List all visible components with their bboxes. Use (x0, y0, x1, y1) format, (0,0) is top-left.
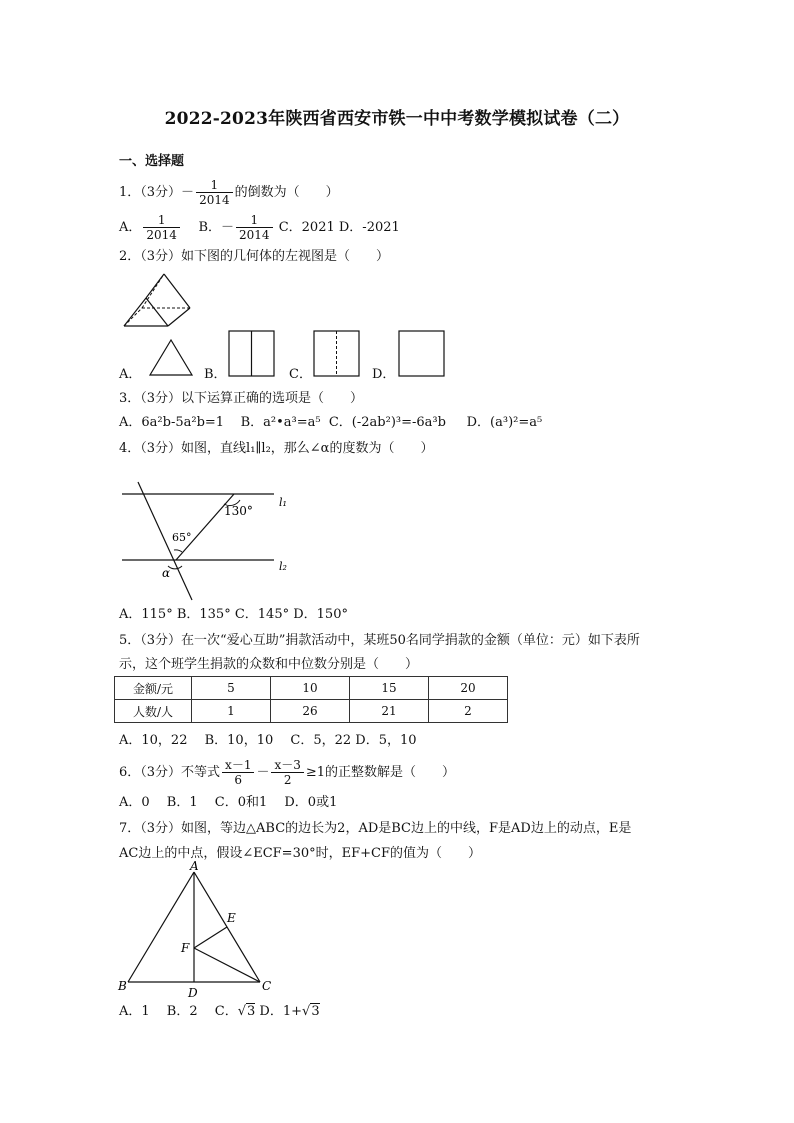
question-7-line1: 7．（3分）如图，等边△ABC的边长为2，AD是BC边上的中线，F是AD边上的动点，E是 (119, 821, 632, 836)
q7-option-d-sqrt: 3 (311, 1004, 320, 1019)
q1-frac-den: 2014 (199, 193, 230, 207)
vertex-b-label: B (118, 979, 127, 993)
table-header-cell: 人数/人 (115, 700, 192, 723)
q6-stem-pre: 6．（3分）不等式 (119, 765, 221, 780)
q2-label-d: D． (372, 367, 396, 382)
table-cell: 1 (192, 700, 271, 723)
question-5-line1: 5．（3分）在一次“爱心互助”捐款活动中，某班50名同学捐款的金额（单位：元）如下表所 (119, 633, 640, 648)
q6-f1-num: x－1 (222, 758, 254, 773)
q1-number: 1．（3分） (119, 185, 182, 200)
table-cell: 15 (350, 677, 429, 700)
angle-alpha-label: α (162, 566, 171, 580)
q3-options (119, 414, 542, 432)
q1-option-b: B．－ (198, 220, 235, 235)
q2-label-b: B． (204, 367, 227, 382)
question-2: 2．（3分）如下图的几何体的左视图是（ ） (119, 249, 390, 264)
question-4: 4．（3分）如图，直线l₁∥l₂，那么∠α的度数为（ ） (119, 441, 434, 456)
q1-options (119, 213, 400, 242)
q6-f2-num: x－3 (271, 758, 303, 773)
table-cell: 10 (271, 677, 350, 700)
vertex-c-label: C (262, 979, 272, 993)
question-6 (119, 758, 455, 787)
q6-fraction-2 (271, 758, 303, 787)
question-3: 3．（3分）以下运算正确的选项是（ ） (119, 391, 364, 406)
q1-option-b-fraction (236, 213, 273, 242)
q1-option-cd: C．2021 D．-2021 (278, 220, 400, 235)
q6-f2-den: 2 (283, 773, 292, 787)
table-cell: 5 (192, 677, 271, 700)
q1-frac-num: 1 (196, 178, 233, 193)
q1-a-den: 2014 (146, 228, 177, 242)
question-5-line2: 示，这个班学生捐款的众数和中位数分别是（ ） (119, 657, 419, 672)
q1-b-num: 1 (236, 213, 273, 228)
q2-option-d-rect (398, 330, 446, 378)
q6-options: A．0 B．1 C．0和1 D．0或1 (119, 795, 338, 810)
table-cell: 2 (429, 700, 508, 723)
q1-option-a-fraction (143, 213, 180, 242)
donation-table (114, 676, 508, 723)
question-1 (119, 178, 339, 207)
vertex-a-label: A (190, 860, 199, 873)
q1-b-den: 2014 (239, 228, 270, 242)
page-title: 2022-2023年陕西省西安市铁一中中考数学模拟试卷（二） (164, 109, 630, 129)
q1-fraction (196, 178, 233, 207)
point-d-label: D (188, 986, 198, 1000)
q2-option-a-triangle (148, 338, 194, 378)
q1-stem: 的倒数为（ ） (234, 185, 339, 200)
section-heading: 一、选择题 (119, 154, 185, 169)
q3-option-d: D．(a³)²=a⁵ (466, 415, 543, 430)
angle-130-label: 130° (224, 504, 253, 518)
prism-figure (116, 268, 196, 330)
table-cell: 21 (350, 700, 429, 723)
q7-option-c-sqrt: 3 (247, 1004, 256, 1019)
q7-options: A．1 B．2 C．√3 D．1+√3 (119, 1004, 320, 1019)
point-f-label: F (181, 941, 190, 955)
q6-stem-post: ≥1的正整数解是（ ） (305, 765, 456, 780)
question-7-line2: AC边上的中点，假设∠ECF=30°时，EF+CF的值为（ ） (119, 846, 481, 861)
q4-options: A．115° B．135° C．145° D．150° (119, 607, 348, 622)
table-row (115, 677, 508, 700)
table-header-cell: 金额/元 (115, 677, 192, 700)
q2-label-a: A． (119, 367, 142, 382)
q1-minus: － (181, 185, 195, 200)
q2-option-b-rect (228, 330, 276, 378)
q1-option-a: A． (119, 220, 142, 235)
q1-a-num: 1 (143, 213, 180, 228)
q2-option-c-rect (313, 330, 361, 378)
table-row (115, 700, 508, 723)
angle-65-label: 65° (172, 531, 192, 544)
q7-options-ab: A．1 B．2 C． (119, 1004, 238, 1019)
q3-option-a: A．6a²b-5a²b=1 (119, 415, 225, 430)
parallel-lines-figure (116, 480, 306, 604)
q5-options: A．10，22 B．10，10 C．5，22 D．5，10 (119, 733, 417, 748)
q3-option-b: B．a²•a³=a⁵ (240, 415, 321, 430)
line-l1-label: l₁ (279, 496, 287, 509)
point-e-label: E (227, 911, 236, 925)
q3-option-c: C．(-2ab²)³=-6a³b (328, 415, 446, 430)
q2-label-c: C． (289, 367, 312, 382)
q6-minus: － (256, 765, 270, 780)
q6-f1-den: 6 (234, 773, 243, 787)
table-cell: 20 (429, 677, 508, 700)
equilateral-triangle-figure (114, 860, 284, 1004)
line-l2-label: l₂ (279, 560, 287, 573)
q7-option-d: D．1+ (255, 1004, 303, 1019)
table-cell: 26 (271, 700, 350, 723)
q6-fraction-1 (222, 758, 254, 787)
